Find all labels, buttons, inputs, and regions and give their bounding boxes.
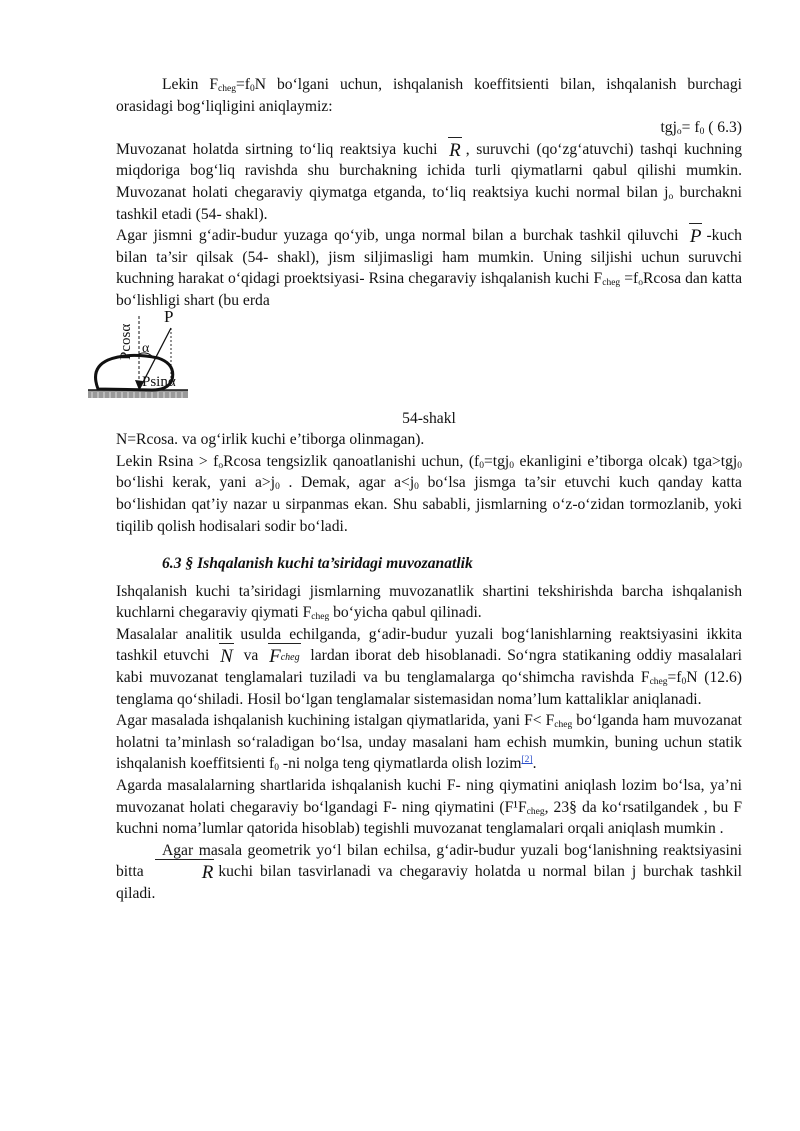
vector-r: R (444, 141, 466, 160)
reference-link[interactable]: [2] (521, 755, 533, 766)
paragraph-6: Ishqalanish kuchi ta’siridagi jismlarning muvozanatlik shartini tekshirishda barcha ishqalanish kuchlarni chegaraviy qiymati $F_{cheg}$ bo‘yicha qabul qilinadi. (116, 582, 742, 623)
equation-6-3: $tgj_o= f_0$ ( 6.3) (660, 119, 742, 138)
paragraph-4: N=Rcosa. va og‘irlik kuchi e’tiborga olinmagan). (116, 431, 425, 449)
paragraph-1: Lekin $F_{cheg}=f_0N$ bo‘lgani uchun, ishqalanish koeffitsienti bilan, ishqalanish burchagi orasidagi bog‘liqligini aniqlaymiz: (116, 76, 742, 115)
vector-r-2: R (151, 863, 219, 882)
figure-54 (116, 307, 742, 408)
paragraph-9: Agarda masalalarning shartlarida ishqalanish kuchi F- ning qiymatini aniqlash lozim bo‘lsa, ya’ni muvozanat holati chegaraviy bo‘lgandagi F- ning qiymatini ($F^1F_{cheg}$, 23§ da ko‘rsatilgandek , bu F kuchni noma’lumlar qatorida hisoblab) tegishli muvozanat tenglamalari orqali aniqlash mumkin . (116, 777, 742, 838)
paragraph-2: Muvozanat holatda sirtning to‘liq reaktsiya kuchi R , suruvchi (qo‘zg‘atuvchi) tashqi kuchning miqdoriga bog‘liq ravishda shu burchakning ichida turli qiymatlarni qabul qilishi mumkin. Muvozanat holati chegaraviy qiymatga etganda, to‘liq reaktsiya kuchi normal bilan $j_o$ burchakni tashkil etadi (54- shakl). (116, 139, 742, 223)
paragraph-7: Masalalar analitik usulda echilganda, g‘adir-budur yuzali bog‘lanishlarning reaktsiyasini ikkita tashkil etuvchi N va $F_{cheg}$ lardan iborat deb hisoblanadi. So‘ngra statikaning oddiy masalalari kabi muvozanat tenglamalari tuziladi va bu tenglamalarga qo‘shimcha ravishda $F_{cheg}=f_0N$ (12.6) tenglama qo‘shiladi. Hosil bo‘lgan tenglamalar sistemasidan noma’lum kattaliklar aniqlanadi. (116, 625, 742, 708)
paragraph-5: Lekin $Rsina > f_oRcosa$ tengsizlik qanoatlanishi uchun, ($f_0=tgj_0$ ekanligini e’tiborga olcak) tga>tgj$_0$ bo‘lishi kerak, yani $a>j_0$ . Demak, agar $a<j_0$ bo‘lsa jismga ta’sir etuvchi kuch qanday katta bo‘lishidan qat’iy nazar u sirpanmas ekan. Shu sababli, jismlarning o‘z-o‘zidan tormozlanib, yoki tiqilib qolish hodisalari sodir bo‘ladi. (116, 452, 743, 535)
vector-n: N (215, 647, 238, 666)
paragraph-3: Agar jismni g‘adir-budur yuzaga qo‘yib, unga normal bilan a burchak tashkil qiluvchi P -kuch bilan ta’sir qilsak (54- shakl), jism siljimasligi ham mumkin. Uning siljishi uchun suruvchi kuchning harakat o‘qidagi proektsiyasi- Rsina chegaraviy ishqalanish kuchi $F_{cheg} =f_oRcosa$ dan katta bo‘lishligi shart (bu erda (116, 226, 742, 309)
paragraph-8: Agar masalada ishqalanish kuchining istalgan qiymatlarida, yani $F< F_{cheg}$ bo‘lganda ham muvozanat holatni ta’minlash so‘raladigan bo‘lsa, unday masalani ham echish mumkin, buning uchun statik ishqalanish koeffitsienti $f_0$ -ni nolga teng qiymatlarda olish lozim[2]. (116, 712, 742, 774)
label-psin: Psinα (142, 373, 176, 390)
vector-p: P (685, 227, 707, 246)
figure-54-drawing (68, 308, 198, 408)
vector-f-cheg: $F_{cheg}$ (264, 647, 305, 666)
paragraph-10: Agar masala geometrik yo‘l bilan echilsa, g‘adir-budur yuzali bog‘lanishning reaktsiyasini bitta R kuchi bilan tasvirlanadi va chegaraviy holatda u normal bilan j burchak tashkil qiladi. (116, 841, 742, 902)
figure-caption: 54-shakl (402, 409, 456, 427)
label-p: P (164, 307, 174, 326)
label-pcos: Pcosα (118, 323, 134, 360)
label-alpha: α (142, 340, 150, 356)
document-page (116, 74, 742, 905)
section-heading: 6.3 § Ishqalanish kuchi ta’siridagi muvozanatlik (162, 555, 473, 573)
